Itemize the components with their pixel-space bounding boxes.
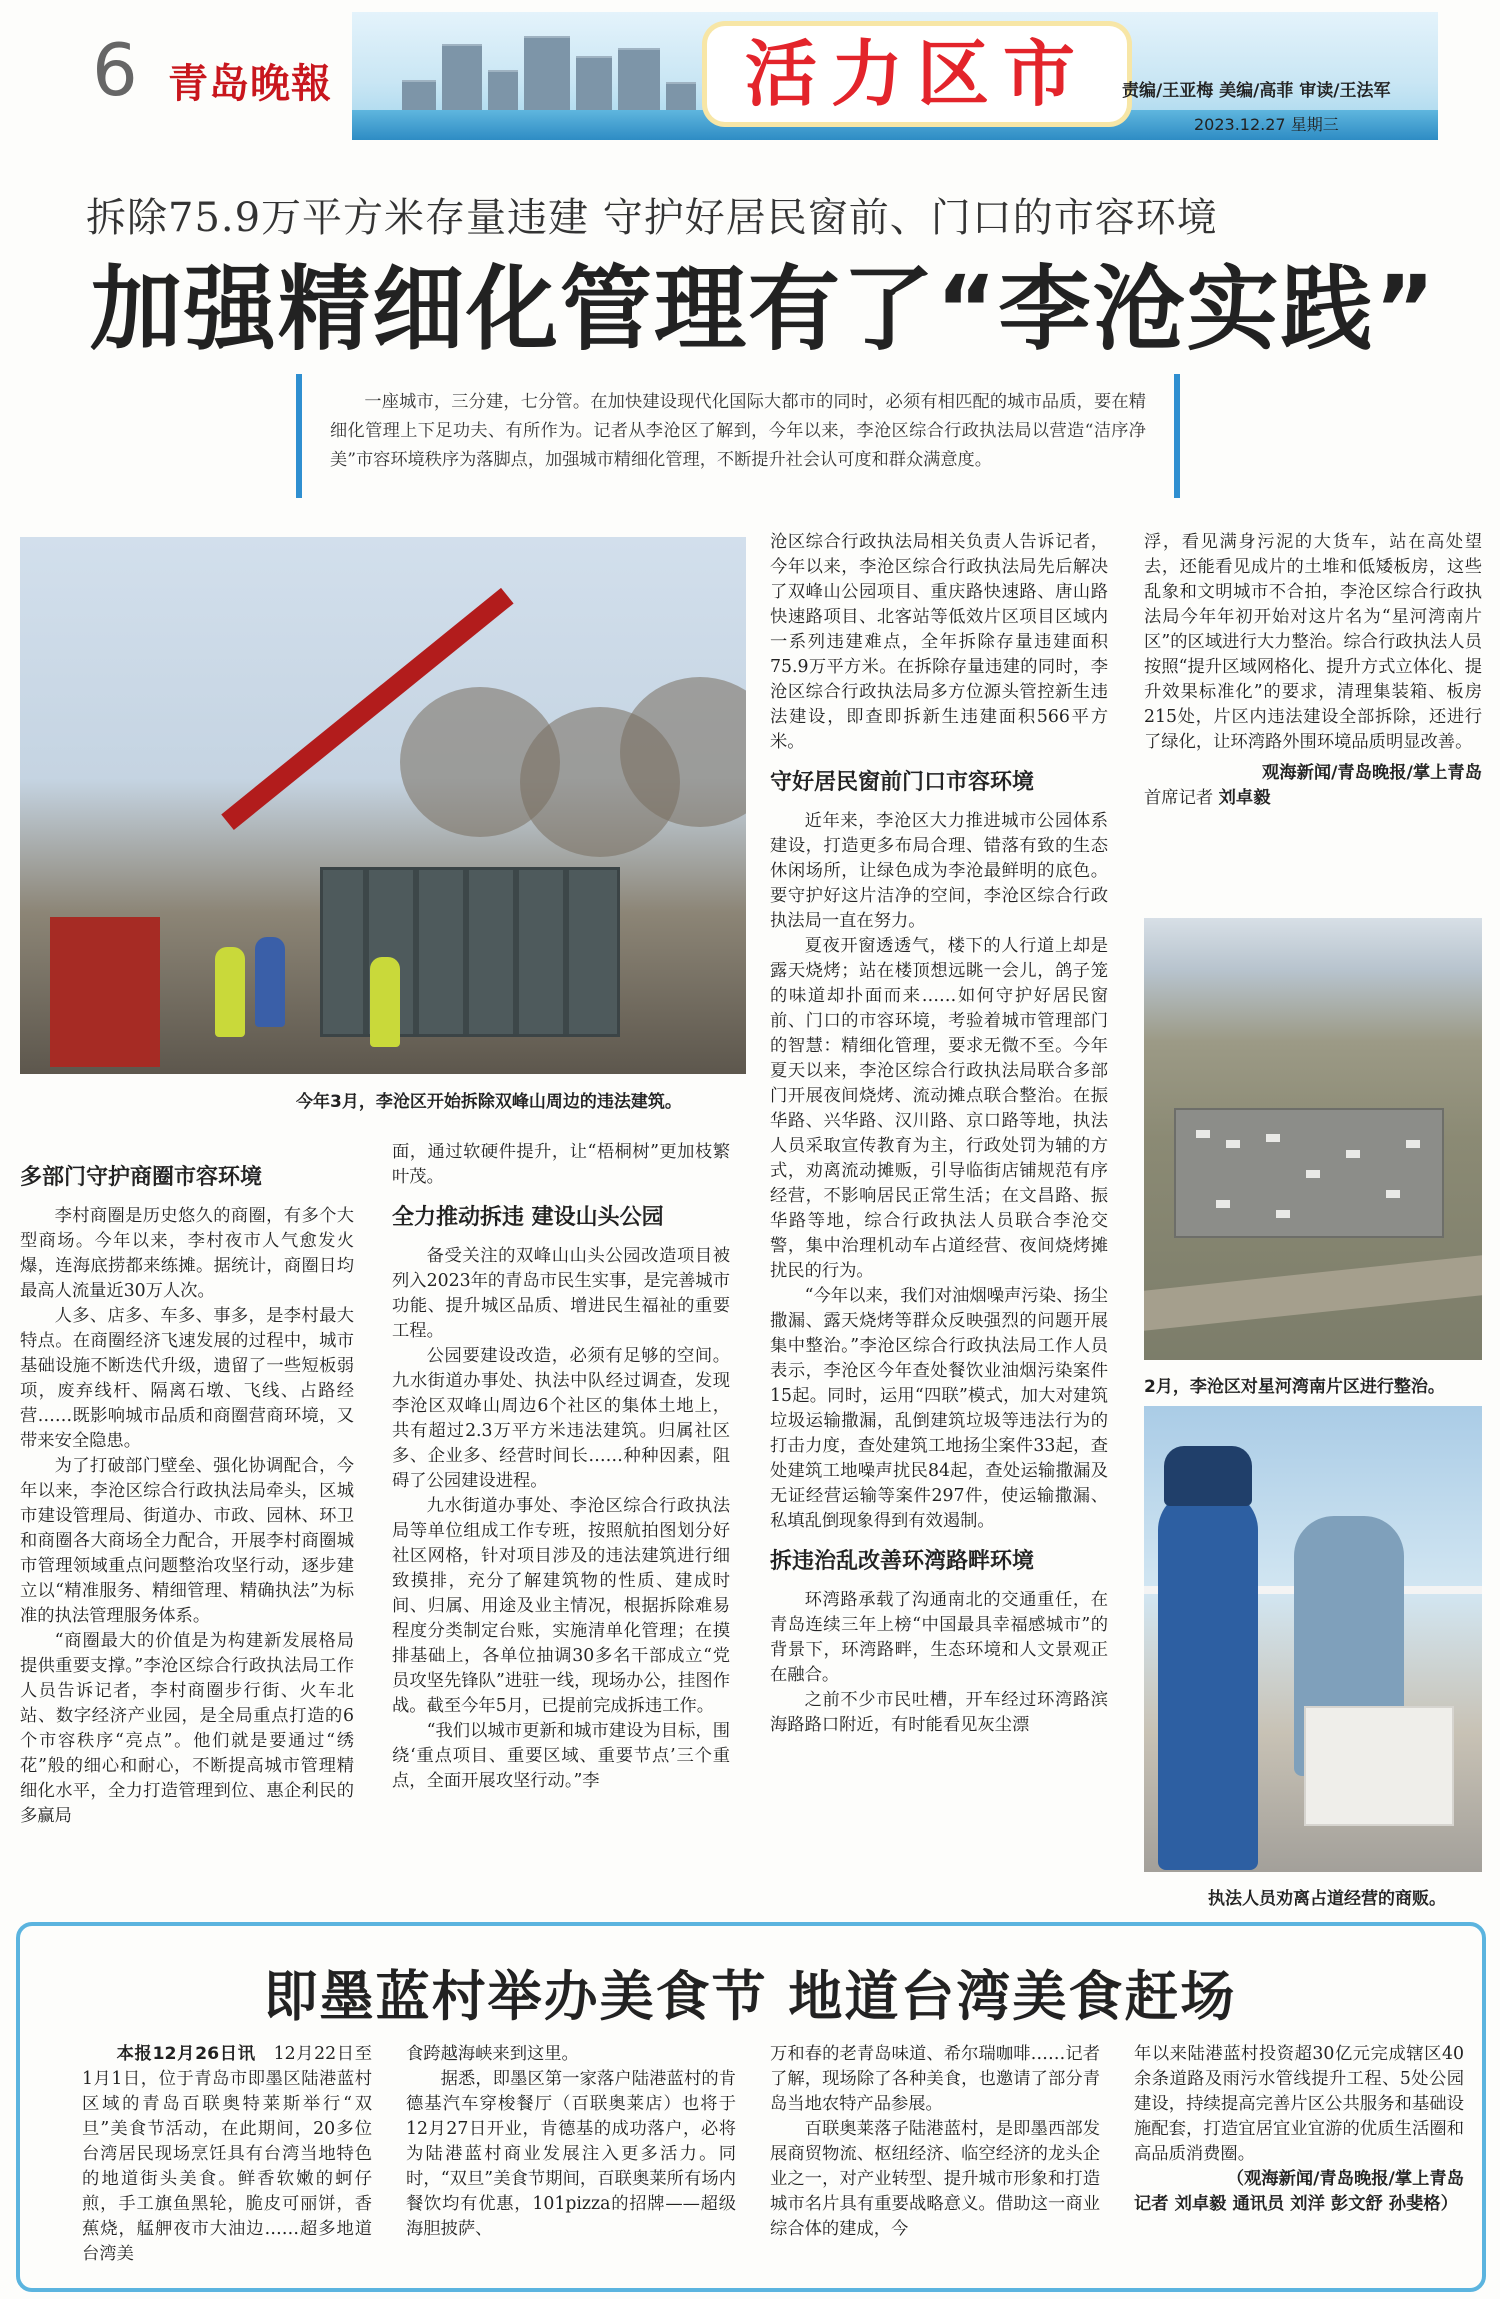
bottom-column-3: [770, 2042, 1100, 2242]
crane-truck: [50, 917, 160, 1067]
byline-source: 观海新闻/青岛晚报/掌上青岛: [1262, 763, 1482, 783]
bottom-byline-people: 记者 刘卓毅 通讯员 刘洋 彭文舒 孙斐格）: [1134, 2194, 1458, 2214]
section-banner: [352, 12, 1438, 140]
page-number: 6: [92, 28, 138, 112]
paper-name: 青岛晚報: [168, 60, 332, 107]
bottom-paragraph: 年以来陆港蓝村投资超30亿元完成辖区40余条道路及雨污水管线提升工程、5处公园建设，持续提高完善片区公共服务和基础设施配套，打造宜居宜业宜游的优质生活圈和高品质消费圈。: [1134, 2044, 1464, 2164]
bottom-column-1: [82, 2042, 372, 2267]
column4-continuation: 浮，看见满身污泥的大货车，站在高处望去，还能看见成片的土堆和低矮板房，这些乱象和文明城市不合拍，李沧区综合行政执法局今年年初开始对这片名为“星河湾南片区”的区域进行大力整治。综合行政执法人员按照“提升区域网格化、提升方式立体化、提升效果标准化”的要求，清理集装箱、板房215处，片区内违法建设全部拆除，还进行了绿化，让环湾路外围环境品质明显改善。: [1144, 532, 1482, 752]
vendor-cart: [1304, 1706, 1454, 1826]
article-column-4: [1144, 530, 1482, 811]
lead-paragraph: 一座城市，三分建，七分管。在加快建设现代化国际大都市的同时，必须有相匹配的城市品质，要在精细化管理上下足功夫、有所作为。记者从李沧区了解到，今年以来，李沧区综合行政执法局以营造“洁序净美”市容环境秩序为落脚点，加强城市精细化管理，不断提升社会认可度和群众满意度。: [330, 392, 1146, 470]
editor-credits: 责编/王亚梅 美编/高菲 审读/王法军: [1122, 81, 1391, 101]
photo2-caption: 2月，李沧区对星河湾南片区进行整治。: [1144, 1377, 1445, 1397]
masthead: [0, 0, 1500, 150]
section3-paragraph: “今年以来，我们对油烟噪声污染、扬尘撒漏、露天烧烤等群众反映强烈的问题开展集中整治。”李沧区综合行政执法局工作人员表示，李沧区今年查处餐饮业油烟污染案件15起。同时，运用“四联”模式，加大对建筑垃圾运输撒漏，乱倒建筑垃圾等违法行为的打击力度，查处建筑工地扬尘案件33起，查处建筑工地噪声扰民84起，查处运输撒漏及无证经营运输等案件297件，使运输撒漏、私填乱倒现象得到有效遏制。: [770, 1286, 1108, 1531]
section2-title: 全力推动拆违 建设山头公园: [392, 1205, 664, 1230]
section1-paragraph: 李村商圈是历史悠久的商圈，有多个大型商场。今年以来，李村夜市人气愈发火爆，连海底捞都来练摊。据统计，商圈日均最高人流量近30万人次。: [20, 1206, 354, 1301]
photo3-caption: 执法人员劝离占道经营的商贩。: [1208, 1889, 1446, 1909]
section4-title: 拆违治乱改善环湾路畔环境: [770, 1549, 1035, 1574]
lead-box: [296, 374, 1180, 498]
section1-paragraph: 人多、店多、车多、事多，是李村最大特点。在商圈经济飞速发展的过程中，城市基础设施不断迭代升级，遗留了一些短板弱项，废弃线杆、隔离石墩、飞线、占路经营……既影响城市品质和商圈营商环境，又带来安全隐患。: [20, 1306, 354, 1451]
bottom-paragraph: 本报12月26日讯 12月22日至1月1日，位于青岛市即墨区陆港蓝村区域的青岛百联奥特莱斯举行“双旦”美食节活动，在此期间，20多位台湾居民现场烹饪具有台湾当地特色的地道街头美食。鲜香软嫩的蚵仔煎，手工旗鱼黑轮，脆皮可丽饼，香蕉烧，艋舺夜市大油边……超多地道台湾美: [82, 2044, 372, 2264]
section1-paragraph: 为了打破部门壁垒、强化协调配合，今年以来，李沧区综合行政执法局牵头，区城市建设管理局、街道办、市政、园林、环卫和商圈各大商场全力配合，开展李村商圈城市管理领域重点问题整治攻坚行动，逐步建立以“精准服务、精细管理、精确执法”为标准的执法管理服务体系。: [20, 1456, 354, 1626]
article-column-1: [20, 1150, 354, 1829]
bottom-story-title: 即墨蓝村举办美食节 地道台湾美食赶场: [263, 1965, 1237, 2028]
section3-title: 守好居民窗前门口市容环境: [770, 770, 1035, 795]
parking-lot: [1174, 1108, 1444, 1238]
headline-kicker: 拆除75.9万平方米存量违建 守护好居民窗前、门口的市容环境: [86, 195, 1218, 241]
column3-continuation: 沧区综合行政执法局相关负责人告诉记者，今年以来，李沧区综合行政执法局先后解决了双峰山公园项目、重庆路快速路、唐山路快速路项目、北客站等低效片区项目区域内一系列违建难点，全年拆除存量违建面积75.9万平方米。在拆除存量违建的同时，李沧区综合行政执法局多方位源头管控新生违法建设，即查即拆新生违建面积566平方米。: [770, 532, 1108, 752]
officer-figure: [1158, 1490, 1258, 1870]
bottom-paragraph: 万和春的老青岛味道、希尔瑞咖啡……记者了解，现场除了各种美食，也邀请了部分青岛当地农特产品参展。: [770, 2044, 1100, 2114]
issue-date: 2023.12.27 星期三: [1194, 115, 1339, 134]
section3-paragraph: 夏夜开窗透透气，楼下的人行道上却是露天烧烤；站在楼顶想远眺一会儿，鸽子笼的味道却扑面而来……如何守护好居民窗前、门口的市容环境，考验着城市管理部门的智慧：精细化管理，要求无微不至。今年夏天以来，李沧区综合行政执法局联合多部门开展夜间烧烤、流动摊点联合整治。在振华路、兴华路、汉川路、京口路等地，执法人员采取宣传教育为主，行政处罚为辅的方式，劝离流动摊贩，引导临街店铺规范有序经营，不影响居民正常生活；在文昌路、振华路等地，综合行政执法人员联合李沧交警，集中治理机动车占道经营、夜间烧烤摊扰民的行为。: [770, 936, 1108, 1281]
xinghewan-aerial-photo: [1144, 918, 1482, 1360]
container-building: [320, 867, 620, 1037]
bottom-paragraph: 食跨越海峡来到这里。: [406, 2044, 579, 2064]
bottom-paragraph: 据悉，即墨区第一家落户陆港蓝村的肯德基汽车穿梭餐厅（百联奥莱店）也将于12月27日开业，肯德基的成功落户，必将为陆港蓝村商业发展注入更多活力。同时，“双旦”美食节期间，百联奥莱所有场内餐饮均有优惠，101pizza的招牌——超级海胆披萨、: [406, 2069, 736, 2239]
officer-cap: [1164, 1446, 1252, 1506]
section1-title: 多部门守护商圈市容环境: [20, 1165, 263, 1190]
headline-title: 加强精细化管理有了“李沧实践”: [90, 256, 1437, 363]
section1-paragraph: “商圈最大的价值是为构建新发展格局提供重要支撑。”李沧区综合行政执法局工作人员告诉记者，李村商圈步行街、火车北站、数字经济产业园，是全局重点打造的6个市容秩序“亮点”。他们就是要通过“绣花”般的细心和耐心，不断提高城市管理精细化水平，全力打造管理到位、惠企利民的多赢局: [20, 1631, 354, 1826]
byline-reporter: 首席记者 刘卓毅: [1144, 788, 1271, 808]
bottom-column-2: [406, 2042, 736, 2242]
section2-paragraph: “我们以城市更新和城市建设为目标，围绕‘重点项目、重要区域、重要节点’三个重点，全面开展攻坚行动。”李: [392, 1721, 730, 1791]
section2-paragraph: 九水街道办事处、李沧区综合行政执法局等单位组成工作专班，按照航拍图划分好社区网格，针对项目涉及的违法建筑进行细致摸排，充分了解建筑物的性质、建成时间、归属、用途及业主情况，根据拆除难易程度分类制定台账，实施清单化管理；在摸排基础上，各单位抽调30多名干部成立“党员攻坚先锋队”进驻一线，现场办公，挂图作战。截至今年5月，已提前完成拆违工作。: [392, 1496, 730, 1716]
vendor-persuasion-photo: [1144, 1406, 1482, 1872]
section4-paragraph: 之前不少市民吐槽，开车经过环湾路滨海路路口附近，有时能看见灰尘漂: [770, 1690, 1108, 1735]
article-column-3: [770, 530, 1108, 1738]
section4-paragraph: 环湾路承载了沟通南北的交通重任，在青岛连续三年上榜“中国最具幸福感城市”的背景下，环湾路畔，生态环境和人文景观正在融合。: [770, 1590, 1108, 1685]
article-column-2: [392, 1140, 730, 1794]
section2-paragraph: 公园要建设改造，必须有足够的空间。九水街道办事处、执法中队经过调查，发现李沧区双峰山周边6个社区的集体土地上，共有超过2.3万平方米违法建筑。归属社区多、企业多、经营时间长……种种因素，阻碍了公园建设进程。: [392, 1346, 730, 1491]
dateline: 本报12月26日讯: [116, 2044, 256, 2064]
bottom-column-4: [1134, 2042, 1464, 2217]
section-title: 活力区市: [707, 26, 1127, 122]
photo1-caption: 今年3月，李沧区开始拆除双峰山周边的违法建筑。: [296, 1092, 682, 1112]
demolition-photo: [20, 537, 746, 1074]
bottom-byline-source: （观海新闻/青岛晚报/掌上青岛: [1226, 2169, 1464, 2189]
column2-continuation: 面，通过软硬件提升，让“梧桐树”更加枝繁叶茂。: [392, 1142, 730, 1187]
section3-paragraph: 近年来，李沧区大力推进城市公园体系建设，打造更多布局合理、错落有致的生态休闲场所，让绿色成为李沧最鲜明的底色。要守护好这片洁净的空间，李沧区综合行政执法局一直在努力。: [770, 811, 1108, 931]
section2-paragraph: 备受关注的双峰山山头公园改造项目被列入2023年的青岛市民生实事，是完善城市功能、提升城区品质、增进民生福祉的重要工程。: [392, 1246, 730, 1341]
bottom-paragraph: 百联奥莱落子陆港蓝村，是即墨西部发展商贸物流、枢纽经济、临空经济的龙头企业之一，对产业转型、提升城市形象和打造城市名片具有重要战略意义。借助这一商业综合体的建成，今: [770, 2119, 1100, 2239]
